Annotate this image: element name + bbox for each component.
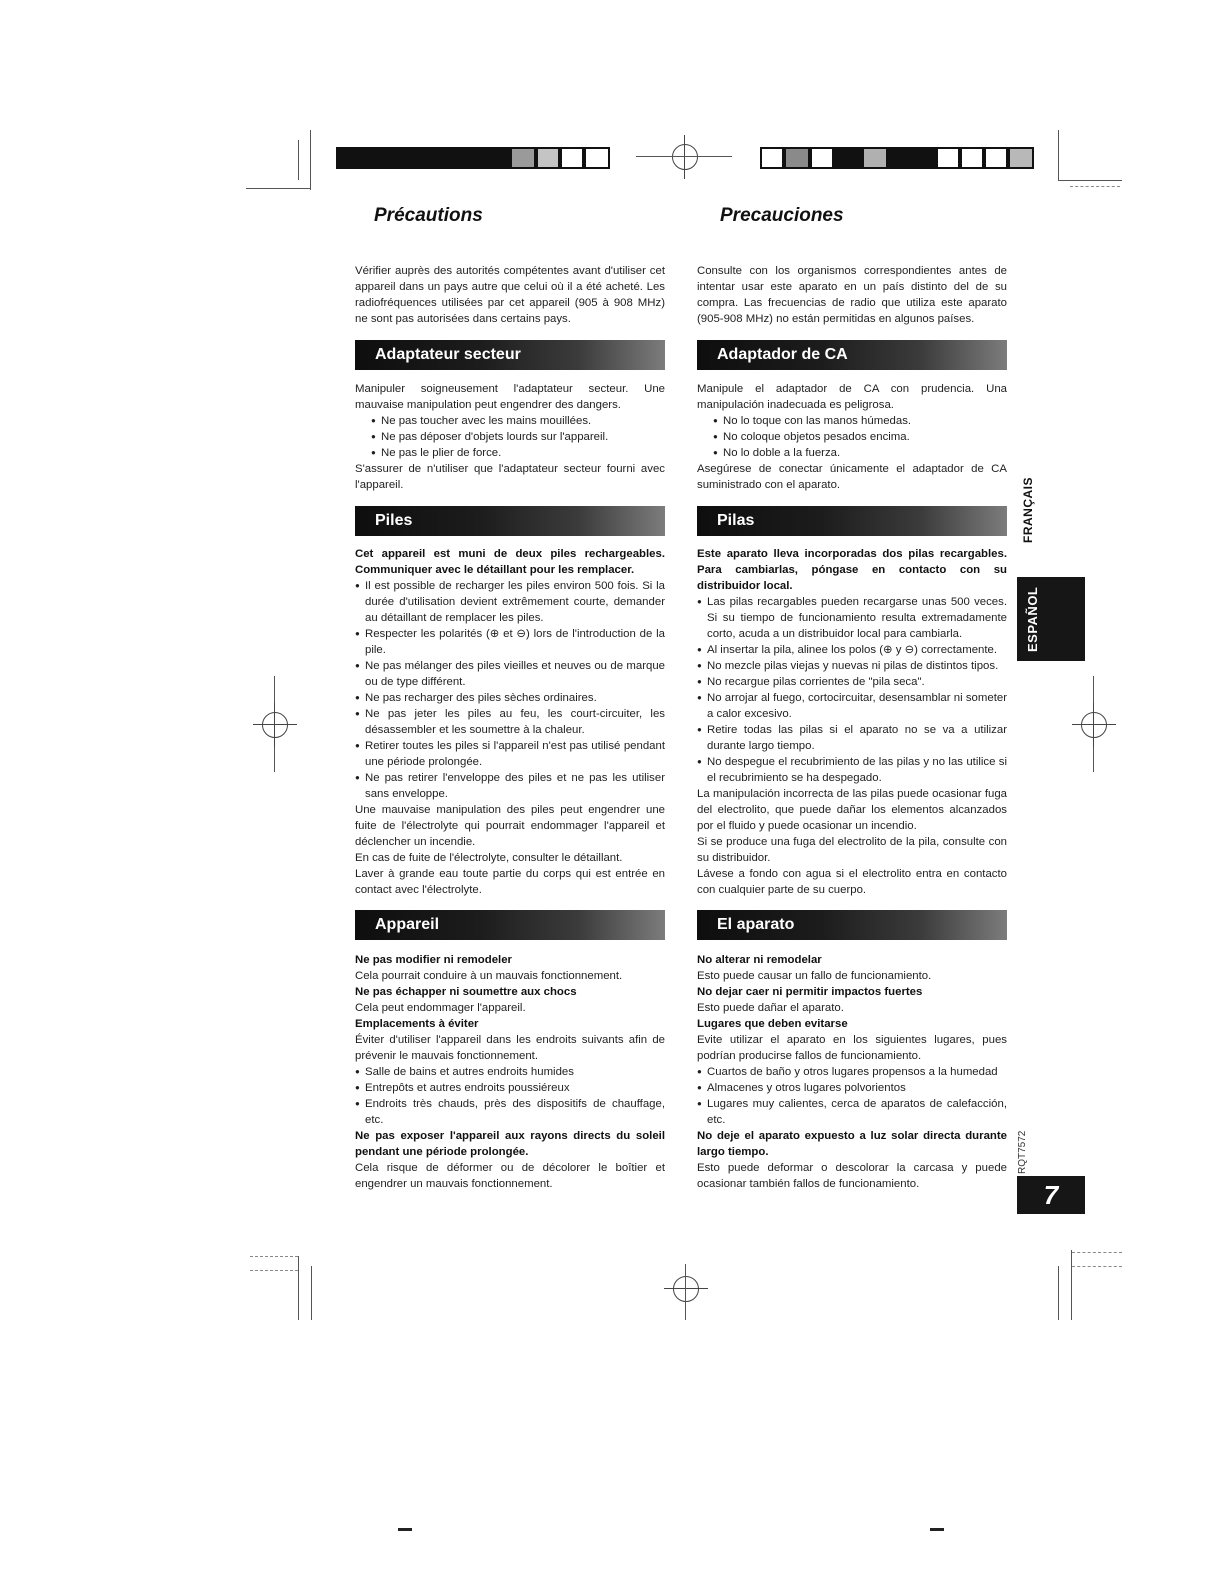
unit-subheading: No deje el aparato expuesto a luz solar directa durante largo tiempo. (697, 1130, 1007, 1158)
list-item: ● Ne pas jeter les piles au feu, les court-circuiter, les désassembler et les soumettre à la chaleur. (355, 706, 665, 738)
bottom-mark-right (930, 1528, 944, 1531)
registration-mark-bottom (673, 1276, 699, 1302)
unit-text: Cela risque de déformer ou de décolorer le boîtier et engendrer un mauvais fonctionnement. (355, 1162, 665, 1190)
list-item: ● Ne pas recharger des piles sèches ordinaires. (355, 690, 665, 706)
list-item: ● No lo toque con las manos húmedas. (713, 413, 1007, 429)
unit-bullets (355, 1064, 665, 1128)
language-tab-espanol: ESPAÑOL (1017, 577, 1085, 661)
batteries-para: Laver à grande eau toute partie du corps qui est entrée en contact avec l'électrolyte. (355, 868, 665, 896)
unit-section-es (697, 952, 1007, 1192)
unit-subheading: No dejar caer ni permitir impactos fuertes (697, 986, 923, 998)
section-heading-unit-fr: Appareil (355, 910, 665, 940)
list-item: ● Lugares muy calientes, cerca de aparatos de calefacción, etc. (697, 1096, 1007, 1128)
unit-text: Esto puede dañar el aparato. (697, 1002, 844, 1014)
intro-text: Vérifier auprès des autorités compétentes avant d'utiliser cet appareil dans un pays autre que celui où il a été acheté. Les radiofréquences utilisées par cet appareil (905 à 908 MHz) ne sont pas autorisées dans certains pays. (355, 265, 665, 325)
page-title-es: Precauciones (720, 205, 844, 226)
page-number: 7 (1017, 1176, 1085, 1214)
unit-text: Cela pourrait conduire à un mauvais fonctionnement. (355, 970, 623, 982)
batteries-para: Lávese a fondo con agua si el electrolito entra en contacto con cualquier parte de su cuerpo. (697, 868, 1007, 896)
unit-text: Esto puede causar un fallo de funcionamiento. (697, 970, 932, 982)
batteries-para: La manipulación incorrecta de las pilas puede ocasionar fuga del electrolito, que puede dañar los elementos alcanzados por el fluido y puede ocasionar un incendio. (697, 788, 1007, 832)
registration-mark-left (262, 712, 288, 738)
list-item: ● Il est possible de recharger les piles environ 500 fois. Si la durée d'utilisation devient extrêmement courte, demander au détaillant de remplacer les piles. (355, 578, 665, 626)
list-item: ● No despegue el recubrimiento de las pilas y no las utilice si el recubrimiento se ha despegado. (697, 754, 1007, 786)
list-item: ● Ne pas le plier de force. (371, 445, 665, 461)
page-title-fr: Précautions (374, 205, 483, 226)
list-item: ● Ne pas retirer l'enveloppe des piles et ne pas les utiliser sans enveloppe. (355, 770, 665, 802)
list-item: ● Endroits très chauds, près des dispositifs de chauffage, etc. (355, 1096, 665, 1128)
adapter-text: Manipuler soigneusement l'adaptateur secteur. Une mauvaise manipulation peut engendrer des dangers. (355, 383, 665, 411)
adapter-section-fr (355, 381, 665, 493)
section-heading-batteries-es: Pilas (697, 506, 1007, 536)
bottom-mark-left (398, 1528, 412, 1531)
list-item: ● No lo doble a la fuerza. (713, 445, 1007, 461)
unit-subheading: Emplacements à éviter (355, 1018, 479, 1030)
unit-text: Éviter d'utiliser l'appareil dans les endroits suivants afin de prévenir le mauvais fonctionnement. (355, 1034, 665, 1062)
language-tab-francais: FRANÇAIS (1021, 477, 1035, 543)
adapter-text: Manipule el adaptador de CA con prudencia. Una manipulación inadecuada es peligrosa. (697, 383, 1007, 411)
batteries-section-fr (355, 546, 665, 898)
adapter-note: Asegúrese de conectar únicamente el adaptador de CA suministrado con el aparato. (697, 463, 1007, 491)
batteries-para: Une mauvaise manipulation des piles peut engendrer une fuite de l'électrolyte qui pourrait endommager l'appareil et déclencher un incendie. (355, 804, 665, 848)
section-heading-adapter-fr: Adaptateur secteur (355, 340, 665, 370)
batteries-lead: Cet appareil est muni de deux piles rechargeables. Communiquer avec le détaillant pour les remplacer. (355, 548, 665, 576)
unit-bullets (697, 1064, 1007, 1128)
unit-text: Evite utilizar el aparato en los siguientes lugares, pues podrían producirse fallos de funcionamiento. (697, 1034, 1007, 1062)
batteries-lead: Este aparato lleva incorporadas dos pilas recargables. Para cambiarlas, póngase en contacto con su distribuidor local. (697, 548, 1007, 592)
adapter-bullets (697, 413, 1007, 461)
list-item: ● Ne pas déposer d'objets lourds sur l'appareil. (371, 429, 665, 445)
intro-fr (355, 263, 665, 327)
registration-mark-top (672, 144, 698, 170)
batteries-bullets (697, 594, 1007, 786)
list-item: ● Retirer toutes les piles si l'appareil n'est pas utilisé pendant une période prolongée. (355, 738, 665, 770)
list-item: ● Retire todas las pilas si el aparato no se va a utilizar durante largo tiempo. (697, 722, 1007, 754)
batteries-para: En cas de fuite de l'électrolyte, consulter le détaillant. (355, 852, 623, 864)
adapter-note: S'assurer de n'utiliser que l'adaptateur secteur fourni avec l'appareil. (355, 463, 665, 491)
list-item: ● Almacenes y otros lugares polvorientos (697, 1080, 1007, 1096)
unit-text: Esto puede deformar o descolorar la carcasa y puede ocasionar también fallos de funcionamiento. (697, 1162, 1007, 1190)
unit-text: Cela peut endommager l'appareil. (355, 1002, 526, 1014)
unit-subheading: No alterar ni remodelar (697, 954, 822, 966)
list-item: ● Cuartos de baño y otros lugares propensos a la humedad (697, 1064, 1007, 1080)
list-item: ● Entrepôts et autres endroits poussiéreux (355, 1080, 665, 1096)
list-item: ● No mezcle pilas viejas y nuevas ni pilas de distintos tipos. (697, 658, 1007, 674)
list-item: ● Las pilas recargables pueden recargarse unas 500 veces. Si su tiempo de funcionamiento resulta extremadamente corto, acuda a un distribuidor local para cambiarla. (697, 594, 1007, 642)
section-heading-batteries-fr: Piles (355, 506, 665, 536)
list-item: ● Ne pas toucher avec les mains mouillées. (371, 413, 665, 429)
unit-section-fr (355, 952, 665, 1192)
list-item: ● No arrojar al fuego, cortocircuitar, desensamblar ni someter a calor excesivo. (697, 690, 1007, 722)
registration-mark-right (1081, 712, 1107, 738)
section-heading-unit-es: El aparato (697, 910, 1007, 940)
adapter-bullets (355, 413, 665, 461)
list-item: ● Al insertar la pila, alinee los polos (⊕ y ⊖) correctamente. (697, 642, 1007, 658)
batteries-para: Si se produce una fuga del electrolito de la pila, consulte con su distribuidor. (697, 836, 1007, 864)
list-item: ● No recargue pilas corrientes de "pila seca". (697, 674, 1007, 690)
list-item: ● Salle de bains et autres endroits humides (355, 1064, 665, 1080)
section-heading-adapter-es: Adaptador de CA (697, 340, 1007, 370)
list-item: ● Respecter les polarités (⊕ et ⊖) lors de l'introduction de la pile. (355, 626, 665, 658)
document-code: RQT7572 (1017, 1130, 1028, 1174)
list-item: ● Ne pas mélanger des piles vieilles et neuves ou de marque ou de type différent. (355, 658, 665, 690)
adapter-section-es (697, 381, 1007, 493)
batteries-bullets (355, 578, 665, 802)
list-item: ● No coloque objetos pesados encima. (713, 429, 1007, 445)
unit-subheading: Ne pas modifier ni remodeler (355, 954, 512, 966)
batteries-section-es (697, 546, 1007, 898)
intro-text: Consulte con los organismos correspondientes antes de intentar usar este aparato en un país distinto del de su compra. Las frecuencias de radio que utiliza este aparato (905-908 MHz) no están permitidas en algunos países. (697, 265, 1007, 325)
intro-es (697, 263, 1007, 327)
unit-subheading: Ne pas échapper ni soumettre aux chocs (355, 986, 577, 998)
unit-subheading: Lugares que deben evitarse (697, 1018, 848, 1030)
unit-subheading: Ne pas exposer l'appareil aux rayons directs du soleil pendant une période prolongée. (355, 1130, 665, 1158)
